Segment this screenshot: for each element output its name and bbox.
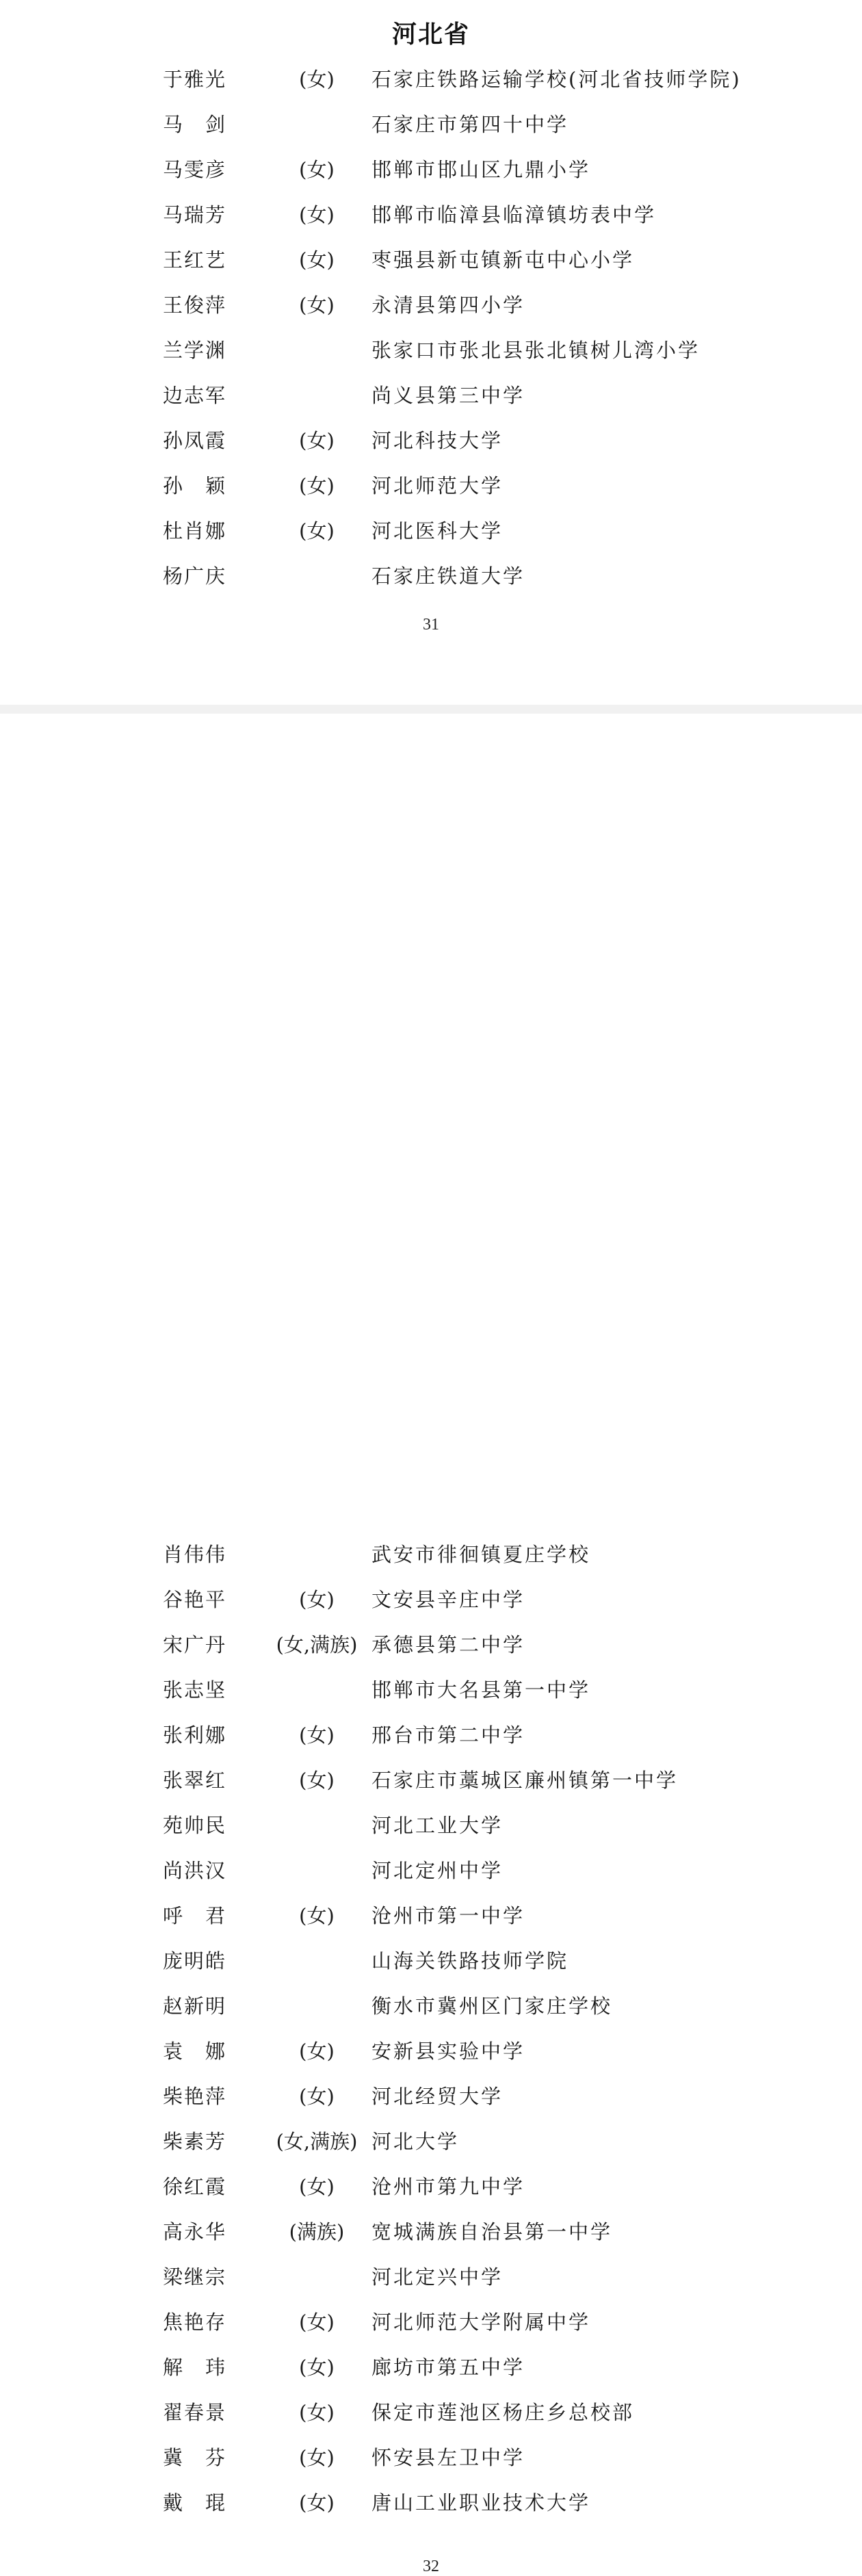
work-unit: 河北大学 [371,2130,460,2153]
person-note: (女) [299,248,335,272]
person-note: (女) [299,519,335,543]
person-name: 高永华 [163,2220,227,2243]
person-name: 马 剑 [163,113,227,136]
work-unit: 河北定州中学 [371,1859,504,1882]
work-unit: 石家庄市藁城区廉州镇第一中学 [371,1769,679,1792]
person-name: 兰学渊 [163,339,227,362]
work-unit: 河北定兴中学 [371,2265,504,2289]
person-note: (女) [299,1723,335,1747]
list-item [0,1580,862,1626]
work-unit: 河北经贸大学 [371,2085,504,2108]
person-name: 孙 颖 [163,474,227,497]
list-item [0,2348,862,2393]
person-note: (女) [299,2175,335,2198]
person-note: (女) [299,1904,335,1927]
work-unit: 永清县第四小学 [371,294,525,317]
list-item [0,1671,862,1716]
person-name: 解 玮 [163,2356,227,2379]
person-note: (女) [299,203,335,226]
list-item [0,421,862,467]
work-unit: 河北师范大学附属中学 [371,2311,591,2334]
person-note: (女) [299,429,335,452]
work-unit: 承德县第二中学 [371,1633,525,1656]
work-unit: 河北科技大学 [371,429,504,452]
work-unit: 尚义县第三中学 [371,384,525,407]
person-name: 冀 芬 [163,2446,227,2469]
work-unit: 河北师范大学 [371,474,504,497]
list-item [0,467,862,512]
person-name: 王俊萍 [163,294,227,317]
person-name: 谷艳平 [163,1588,227,1611]
list-item [0,2032,862,2077]
person-note: (女) [299,2446,335,2469]
document-page-31 [0,0,862,705]
person-note: (女) [299,2040,335,2063]
person-note: (女) [299,2401,335,2424]
work-unit: 廊坊市第五中学 [371,2356,525,2379]
teacher-list [0,60,862,602]
document-page-32 [0,714,862,2575]
list-item [0,241,862,286]
list-item [0,2438,862,2484]
work-unit: 沧州市第一中学 [371,1904,525,1927]
work-unit: 保定市莲池区杨庄乡总校部 [371,2401,635,2424]
person-note: (女) [299,474,335,497]
work-unit: 邯郸市大名县第一中学 [371,1678,591,1702]
list-item [0,557,862,602]
work-unit: 怀安县左卫中学 [371,2446,525,2469]
person-name: 宋广丹 [163,1633,227,1656]
person-name: 戴 琨 [163,2491,227,2514]
list-item [0,1987,862,2032]
work-unit: 安新县实验中学 [371,2040,525,2063]
person-name: 张志坚 [163,1678,227,1702]
person-note: (女) [299,1769,335,1792]
work-unit: 邯郸市临漳县临漳镇坊表中学 [371,203,657,226]
person-name: 赵新明 [163,1994,227,2018]
page-number: 32 [423,2558,439,2575]
person-name: 柴素芳 [163,2130,227,2153]
work-unit: 石家庄市第四十中学 [371,113,569,136]
person-name: 柴艳萍 [163,2085,227,2108]
list-item [0,151,862,196]
work-unit: 张家口市张北县张北镇树儿湾小学 [371,339,701,362]
person-note: (女) [299,2356,335,2379]
person-name: 袁 娜 [163,2040,227,2063]
person-note: (女) [299,2085,335,2108]
person-note: (女,满族) [276,2130,358,2153]
person-name: 马雯彦 [163,158,227,181]
list-item [0,2303,862,2348]
work-unit: 文安县辛庄中学 [371,1588,525,1611]
person-note: (女) [299,294,335,317]
person-note: (女) [299,158,335,181]
list-item [0,1806,862,1851]
work-unit: 石家庄铁道大学 [371,564,525,588]
list-item [0,1942,862,1987]
person-name: 徐红霞 [163,2175,227,2198]
list-item [0,1761,862,1806]
list-item [0,2484,862,2529]
list-item [0,1626,862,1671]
person-note: (女) [299,1588,335,1611]
work-unit: 唐山工业职业技术大学 [371,2491,591,2514]
list-item [0,1716,862,1761]
list-item [0,2213,862,2258]
list-item [0,2077,862,2122]
person-name: 王红艺 [163,248,227,272]
work-unit: 武安市徘徊镇夏庄学校 [371,1543,591,1566]
list-item [0,60,862,105]
list-item [0,376,862,421]
province-title: 河北省 [391,21,470,49]
person-note: (满族) [289,2220,345,2243]
person-name: 杨广庆 [163,564,227,588]
work-unit: 沧州市第九中学 [371,2175,525,2198]
person-name: 肖伟伟 [163,1543,227,1566]
person-name: 张翠红 [163,1769,227,1792]
person-name: 尚洪汉 [163,1859,227,1882]
person-note: (女) [299,2311,335,2334]
person-name: 杜肖娜 [163,519,227,543]
person-name: 张利娜 [163,1723,227,1747]
work-unit: 邯郸市邯山区九鼎小学 [371,158,591,181]
list-item [0,1897,862,1942]
list-item [0,331,862,376]
list-item [0,2393,862,2438]
teacher-list [0,1535,862,2529]
person-note: (女) [299,2491,335,2514]
person-name: 呼 君 [163,1904,227,1927]
person-name: 边志军 [163,384,227,407]
list-item [0,512,862,557]
list-item [0,2122,862,2168]
work-unit: 衡水市冀州区门家庄学校 [371,1994,613,2018]
work-unit: 宽城满族自治县第一中学 [371,2220,613,2243]
list-item [0,286,862,331]
person-name: 苑帅民 [163,1814,227,1837]
person-name: 于雅光 [163,68,227,91]
list-item [0,1851,862,1897]
list-item [0,2168,862,2213]
person-name: 焦艳存 [163,2311,227,2334]
person-name: 庞明皓 [163,1949,227,1973]
list-item [0,2258,862,2303]
page-number: 31 [423,616,439,634]
list-item [0,105,862,151]
list-item [0,196,862,241]
work-unit: 山海关铁路技师学院 [371,1949,569,1973]
person-name: 翟春景 [163,2401,227,2424]
person-note: (女) [299,68,335,91]
work-unit: 河北医科大学 [371,519,504,543]
person-name: 孙凤霞 [163,429,227,452]
page-separator [0,705,862,714]
list-item [0,1535,862,1580]
work-unit: 石家庄铁路运输学校(河北省技师学院) [371,68,742,91]
person-name: 马瑞芳 [163,203,227,226]
person-name: 梁继宗 [163,2265,227,2289]
work-unit: 河北工业大学 [371,1814,504,1837]
work-unit: 邢台市第二中学 [371,1723,525,1747]
person-note: (女,满族) [276,1633,358,1656]
work-unit: 枣强县新屯镇新屯中心小学 [371,248,635,272]
